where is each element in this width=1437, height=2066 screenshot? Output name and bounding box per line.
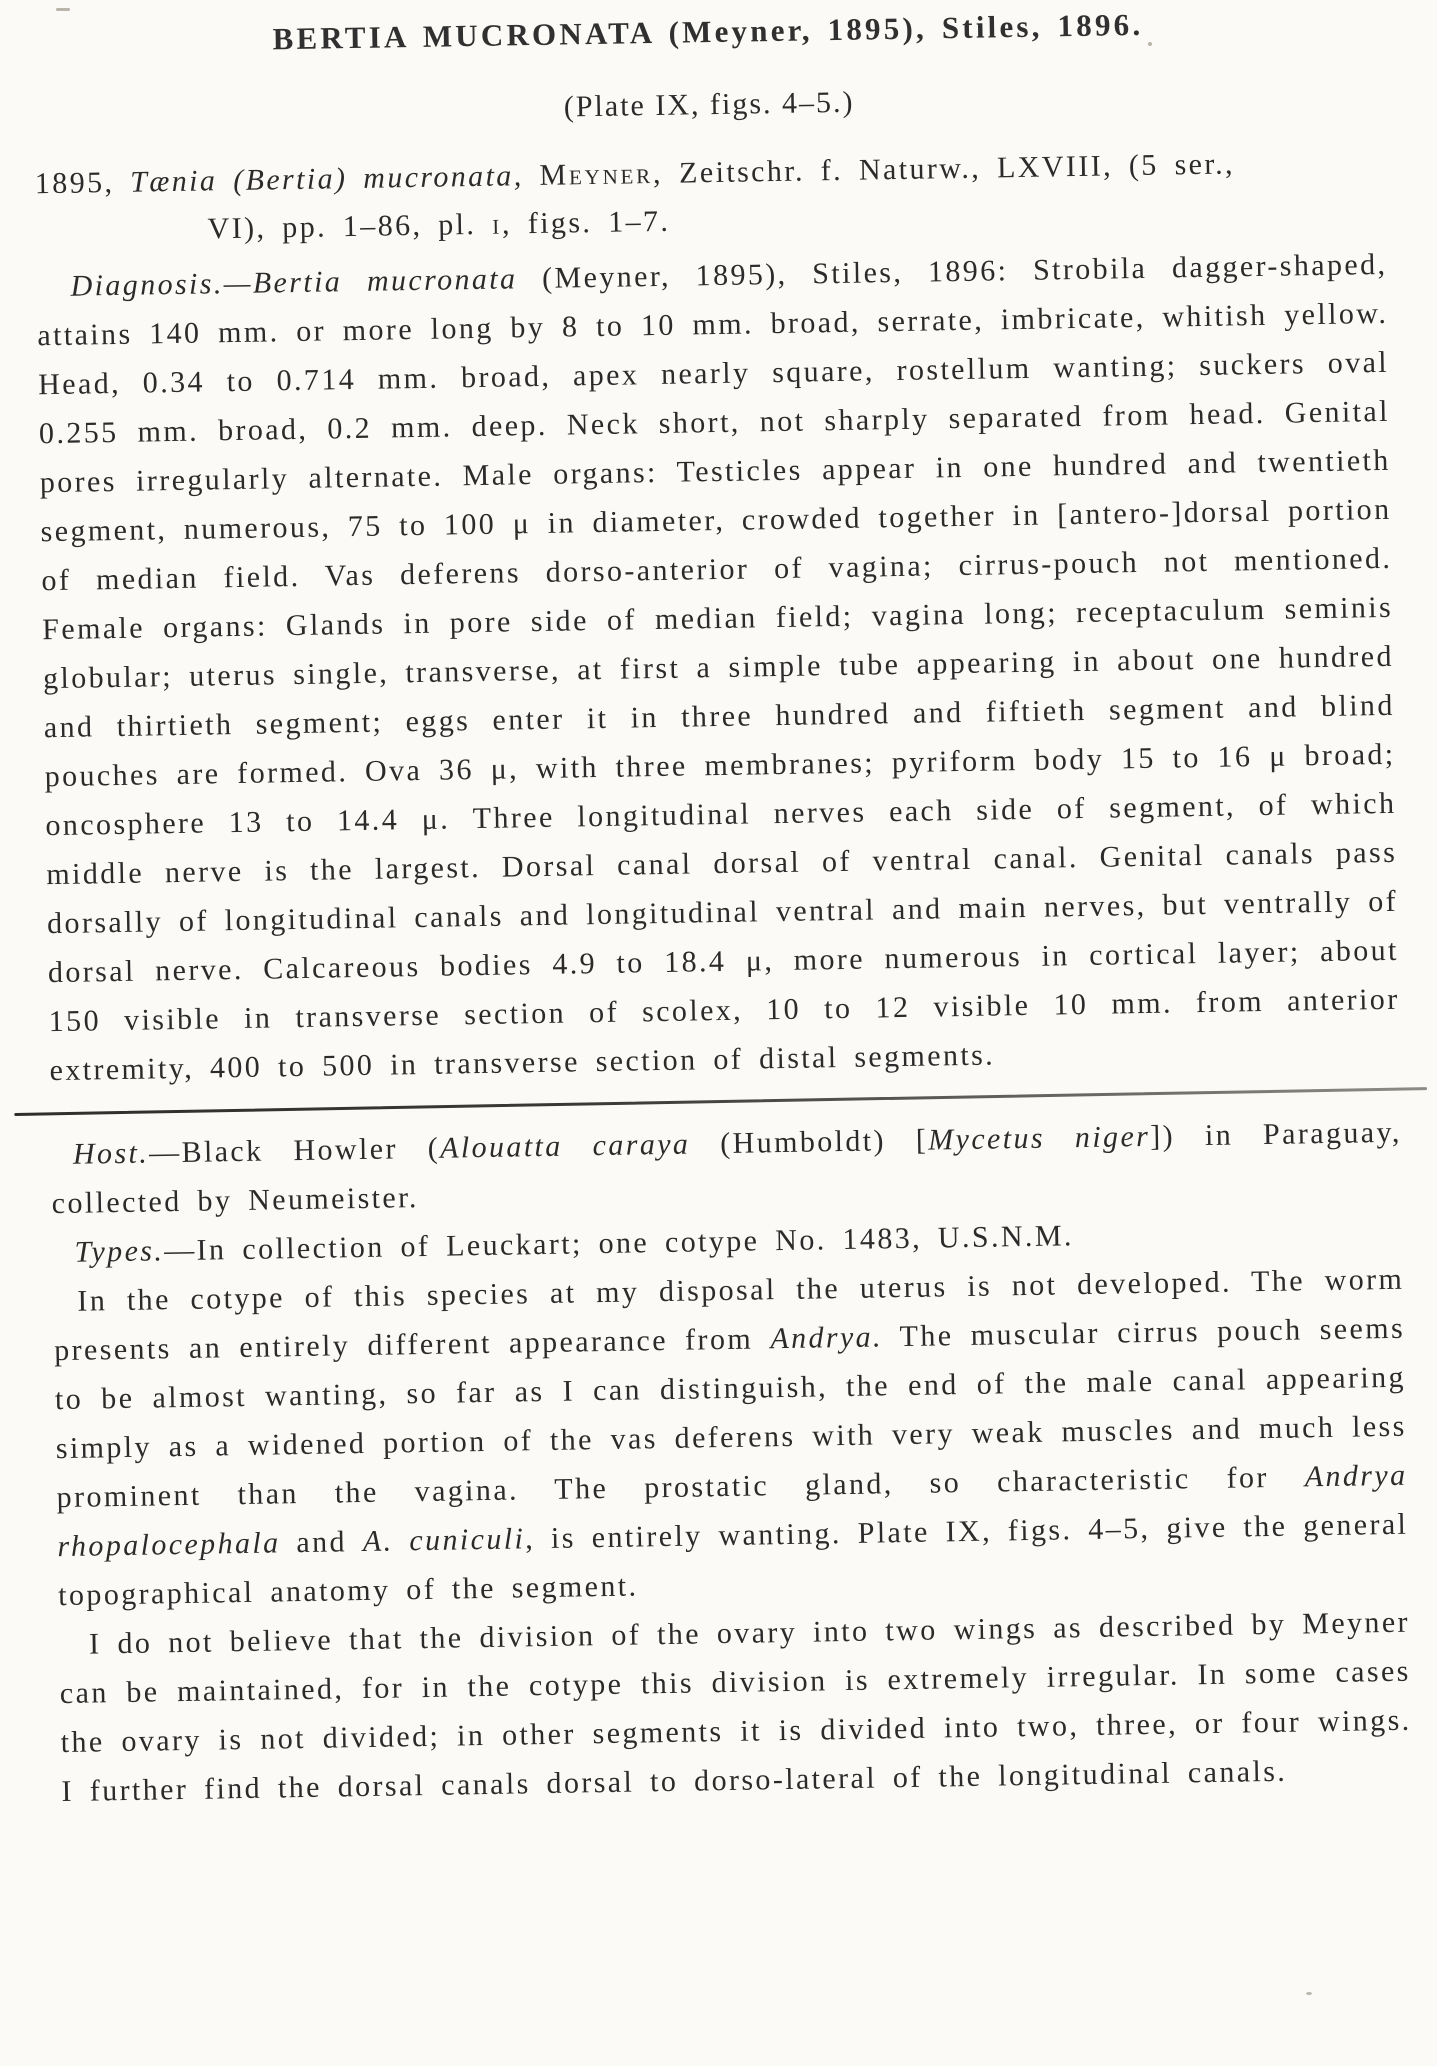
text-run: Meyner, — [539, 156, 664, 192]
text-run: Andrya rhopalocephala — [57, 1458, 1408, 1564]
text-run: A. cuniculi — [362, 1522, 526, 1559]
text-run: I do not believe that the division of the ovary into two wings as described by Meyner can be maintained, for in the cotype this division is extremely irregular. In some cases the ovary is not divided; in other segments it is divided into two, three, or four wings. I further find the dorsal canals dorsal to dorso-lateral of the longitudinal canals. — [59, 1605, 1412, 1809]
text-run: ]) in Paraguay, collected by Neumeister. — [51, 1115, 1403, 1221]
text-run: —In collection of Leuckart; one cotype No. 1483, U.S.N.M. — [163, 1219, 1075, 1268]
text-run: Types. — [74, 1234, 165, 1269]
text-run: The muscular cirrus pouch seems to be almost wanting, so far as I can distinguish, the end of the male canal appearing simply as a widened portion of the vas deferens with very weak muscles and much less prominent than the vagina. The prostatic gland, so characteristic for — [54, 1311, 1407, 1515]
text-run: , figs. 1–7. — [501, 204, 671, 241]
synonymy-citation — [34, 138, 1386, 256]
scan-speck — [56, 8, 70, 11]
diagnosis-paragraph — [36, 240, 1401, 1095]
text-run: Mycetus niger — [927, 1119, 1151, 1157]
text-run: VI), pp. 1–86, pl. — [207, 207, 493, 246]
text-run: Zeitschr. f. Naturw., LXVIII, (5 ser., — [662, 147, 1236, 190]
text-run: (Humboldt) [ — [690, 1123, 929, 1161]
plate-reference: (Plate IX, figs. 4–5.) — [563, 85, 855, 124]
text-run: Alouatta caraya — [439, 1127, 691, 1165]
text-run: In the cotype of this species at my disposal the uterus is not developed. The worm presents an entirely different appearance from — [53, 1262, 1405, 1368]
text-run: Diagnosis.—Bertia mucronata — [70, 262, 518, 303]
ovary-discussion-paragraph — [59, 1598, 1413, 1816]
text-run: —Black Howler ( — [148, 1131, 441, 1170]
text-run: , is entirely wanting. Plate IX, figs. 4–5, give the general topographical anatomy of the segment. — [58, 1507, 1409, 1613]
text-run: (Meyner, 1895), Stiles, 1896: Strobila dagger-shaped, attains 140 mm. or more long by 8 to 10 mm. broad, serrate, imbricate, whitish yellow. Head, 0.34 to 0.714 mm. broad, apex nearly square, rostellum wanting; suckers oval 0.255 mm. broad, 0.2 mm. deep. Neck short, not sharply separated from head. Genital pores irregularly alternate. Male organs: Testicles appear in one hundred and twentieth segment, numerous, 75 to 100 μ in diameter, crowded together in [antero-]dorsal portion of median field. Vas deferens dorso-anterior of vagina; cirrus-pouch not mentioned. Female organs: Glands in pore side of median field; vagina long; receptaculum seminis globular; uterus single, transverse, at first a simple tube appearing in about one hundred and thirtieth segment; eggs enter it in three hundred and fiftieth segment and blind pouches are formed. Ova 36 μ, with three membranes; pyriform body 15 to 16 μ broad; oncosphere 13 to 14.4 μ. Three longitudinal nerves each side of segment, of which middle nerve is the largest. Dorsal canal dorsal of ventral canal. Genital canals pass dorsally of longitudinal canals and longitudinal ventral and main nerves, but ventrally of dorsal nerve. Calcareous bodies 4.9 to 18.4 μ, more numerous in cortical layer; about 150 visible in transverse section of scolex, 10 to 12 visible 10 mm. from anterior extremity, 400 to 500 in transverse section of distal segments. — [37, 247, 1400, 1088]
cotype-discussion-paragraph — [53, 1255, 1410, 1620]
text-run: Host. — [72, 1136, 150, 1171]
scan-speck — [1306, 1992, 1312, 1995]
text-run: Andrya. — [770, 1320, 884, 1356]
text-run: 1895, — [34, 165, 131, 201]
species-heading: BERTIA MUCRONATA (Meyner, 1895), Stiles, 1896. — [272, 6, 1144, 57]
page-content — [32, 1, 1413, 1816]
text-run: i — [491, 207, 503, 241]
text-run: Tænia (Bertia) mucronata, — [129, 158, 540, 199]
text-run: and — [280, 1525, 364, 1560]
